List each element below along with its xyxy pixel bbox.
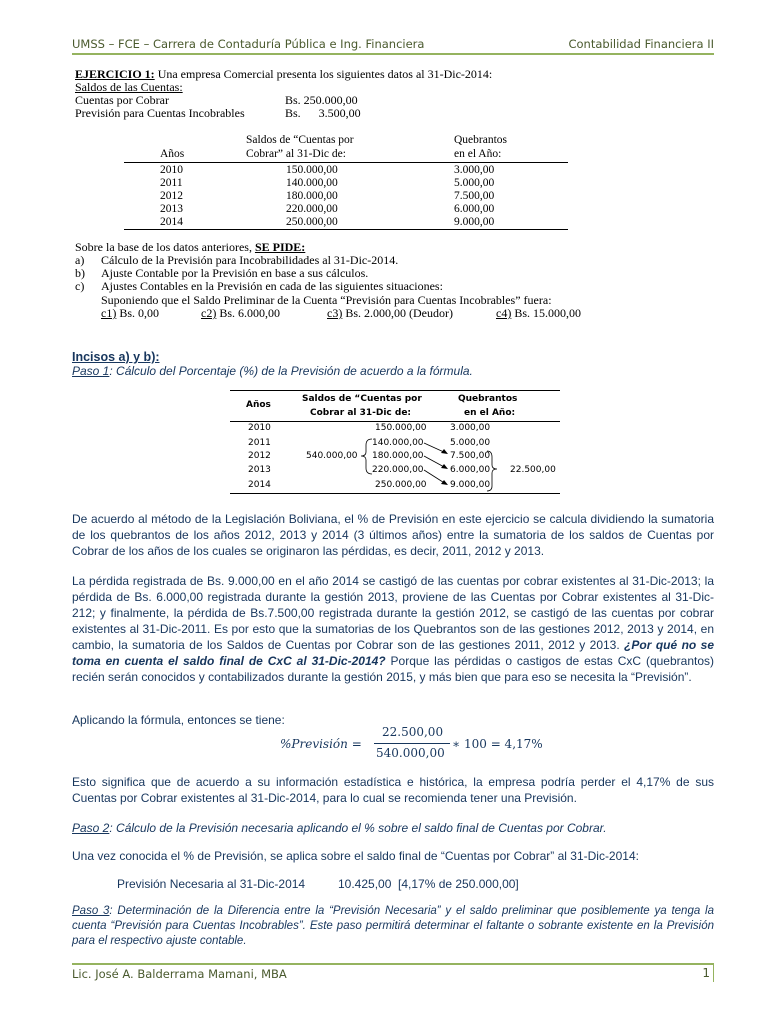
calc-header-queb-2: en el Año: [464, 408, 516, 418]
paso-1-text: : Cálculo del Porcentaje (%) de la Previsión de acuerdo a la fórmula. [109, 364, 473, 378]
paragraph-2-question: ¿Por qué no se toma en cuenta el saldo final de CxC al 31-Dic-2014? [72, 638, 714, 668]
paso-2 [72, 820, 714, 836]
calc-cell-year: 2012 [248, 451, 271, 461]
formula-rhs: ∗ 100 = 4,17% [452, 737, 543, 751]
case-c4 [496, 307, 581, 320]
calc-table [230, 390, 560, 494]
left-brace [361, 439, 372, 474]
se-pide-prefix: Sobre la base de los datos anteriores, [75, 240, 255, 254]
table-cell-queb: 9.000,00 [454, 216, 495, 228]
paragraph-2-a: La pérdida registrada de Bs. 9.000,00 en el año 2014 se castigó de las cuentas por cobrar existentes al 31-Dic-2013; la pérdida de Bs. 6.000,00 registrada durante la gestión 2013, proviene de las Cuentas por Cobrar existentes al 31-Dic-212; y finalmente, la pérdida de Bs.7.500,00 registrada durante la gestión 2012, se castigó de las cuentas por cobrar existentes al 31-Dic-2011. Es por esto que la sumatorias de los Quebrantos son de las gestiones 2012, 2013 y 2014, en cambio, la sumatoria de los Saldos de Cuentas por Cobrar son de las gestiones 2011, 2012 y 2013. [72, 574, 714, 652]
table-header-saldos-1: Saldos de “Cuentas por [246, 134, 354, 146]
section-title-text: Incisos a) y b): [72, 350, 160, 364]
table-cell-saldo: 180.000,00 [286, 190, 338, 202]
prevision-necesaria-label: Previsión Necesaria al 31-Dic-2014 [117, 877, 306, 891]
calc-cell-queb: 7.500,00 [450, 451, 491, 461]
calc-cell-queb: 6.000,00 [450, 465, 491, 475]
table-cell-saldo: 250.000,00 [286, 216, 338, 228]
calc-cell-saldo: 220.000,00 [372, 465, 424, 475]
paso-3-text: : Determinación de la Diferencia entre la “Previsión Necesaria” y el saldo preliminar que posiblemente ya tenga la cuenta “Previsión para Cuentas Incobrables”. Este paso permitirá determinar el faltante o sobrante existente en la Previsión para el respectivo ajuste contable. [72, 905, 714, 947]
paso-3-label: Paso 3 [72, 905, 110, 917]
item-text-c: Ajustes Contables en la Previsión en cada de las siguientes situaciones: [101, 279, 443, 293]
calc-cell-saldo: 150.000,00 [375, 423, 427, 433]
arrowhead [441, 464, 448, 469]
case-code: c4) [496, 306, 512, 320]
table-cell-saldo: 140.000,00 [286, 177, 338, 189]
item-letter-b: b) [75, 266, 85, 280]
calc-sum-saldos: 540.000,00 [306, 451, 358, 461]
table-rule-top [124, 162, 568, 163]
calc-header-saldos-2: Cobrar al 31-Dic de: [310, 408, 412, 418]
footer-rule [72, 963, 714, 965]
se-pide-label: SE PIDE: [254, 240, 306, 254]
paragraph-2 [72, 573, 714, 685]
case-code: c3) [327, 306, 343, 320]
paso-3 [72, 904, 714, 949]
saldos-label: Saldos de las Cuentas: [75, 80, 183, 94]
calc-cell-year: 2010 [248, 423, 271, 433]
calc-cell-queb: 9.000,00 [450, 480, 491, 490]
page-header [72, 35, 714, 52]
table-cell-saldo: 220.000,00 [286, 203, 338, 215]
exercise-title: EJERCICIO 1: [75, 67, 155, 81]
prevision-necesaria-value: 10.425,00 [338, 877, 392, 891]
header-rule [72, 53, 714, 55]
calc-cell-saldo: 250.000,00 [375, 480, 427, 490]
paragraph-2-c: Porque las pérdidas o castigos de estas CxC (quebrantos) recién serán conocidos y contabilizados durante la gestión 2015, y más bien que para eso se necesita la “Previsión”. [72, 654, 715, 684]
case-c1 [101, 307, 159, 320]
calc-header-queb-1: Quebrantos [458, 394, 518, 404]
paso-2-text: : Cálculo de la Previsión necesaria aplicando el % sobre el saldo final de Cuentas por Cobrar. [109, 821, 607, 835]
footer-author: Lic. José A. Balderrama Mamani, MBA [72, 967, 287, 981]
paragraph-3: Aplicando la fórmula, entonces se tiene: [72, 713, 285, 727]
case-text: Bs. 2.000,00 (Deudor) [342, 306, 453, 320]
table-header-saldos-2: Cobrar” al 31-Dic de: [246, 148, 346, 160]
case-text: Bs. 0,00 [116, 306, 160, 320]
table-cell-queb: 6.000,00 [454, 203, 495, 215]
calc-header-anos: Años [246, 400, 271, 410]
case-text: Bs. 15.000,00 [511, 306, 582, 320]
prev-value: Bs. 3.500,00 [285, 106, 361, 120]
paragraph-5: Una vez conocida el % de Previsión, se aplica sobre el saldo final de “Cuentas por Cobrar” al 31-Dic-2014: [72, 849, 639, 863]
calc-cell-year: 2013 [248, 465, 271, 475]
page-footer [72, 967, 714, 983]
case-c3 [327, 307, 453, 320]
table-rule-bottom [124, 229, 568, 230]
case-c2 [201, 307, 280, 320]
table-cell-queb: 5.000,00 [454, 177, 495, 189]
table-cell-saldo: 150.000,00 [286, 164, 338, 176]
calc-cell-saldo: 140.000,00 [372, 438, 424, 448]
prevision-necesaria-calc: [4,17% de 250.000,00] [398, 877, 519, 891]
formula-fraction-bar [374, 743, 450, 744]
cxc-label: Cuentas por Cobrar [75, 93, 169, 107]
cxc-value: Bs. 250.000,00 [285, 93, 358, 107]
prev-label: Previsión para Cuentas Incobrables [75, 106, 245, 120]
calc-cell-queb: 3.000,00 [450, 423, 491, 433]
item-letter-c: c) [75, 279, 85, 293]
calc-cell-queb: 5.000,00 [450, 438, 491, 448]
table-cell-year: 2014 [160, 216, 183, 228]
item-text-b: Ajuste Contable por la Previsión en base a sus cálculos. [101, 266, 369, 280]
item-text-a: Cálculo de la Previsión para Incobrabilidades al 31-Dic-2014. [101, 253, 399, 267]
header-left: UMSS – FCE – Carrera de Contaduría Pública e Ing. Financiera [72, 37, 425, 51]
calc-braces-arrows [230, 390, 560, 494]
paso-1 [72, 363, 714, 379]
table-header-queb-1: Quebrantos [454, 134, 508, 146]
table-cell-year: 2013 [160, 203, 183, 215]
case-code: c1) [101, 306, 117, 320]
formula-numerator: 22.500,00 [382, 725, 444, 739]
header-right: Contabilidad Financiera II [568, 37, 714, 51]
footer-bar [713, 964, 714, 982]
exercise-intro-text: Una empresa Comercial presenta los siguientes datos al 31-Dic-2014: [154, 67, 493, 81]
arrowhead [441, 480, 448, 485]
formula-lhs: %Previsión = [280, 737, 362, 751]
paso-2-label: Paso 2 [72, 821, 110, 835]
table-cell-queb: 3.000,00 [454, 164, 495, 176]
table-cell-year: 2012 [160, 190, 183, 202]
calc-header-saldos-1: Saldos de “Cuentas por [302, 394, 422, 404]
right-brace [487, 451, 497, 491]
table-cell-year: 2010 [160, 164, 183, 176]
item-letter-a: a) [75, 253, 85, 267]
case-text: Bs. 6.000,00 [216, 306, 281, 320]
calc-cell-year: 2011 [248, 438, 271, 448]
paso-1-label: Paso 1 [72, 364, 110, 378]
case-code: c2) [201, 306, 217, 320]
calc-cell-year: 2014 [248, 480, 271, 490]
calc-sum-queb: 22.500,00 [510, 465, 556, 475]
formula-denominator: 540.000,00 [376, 746, 445, 760]
suponiendo-line: Suponiendo que el Saldo Preliminar de la Cuenta “Previsión para Cuentas Incobrables” fuera: [101, 293, 552, 307]
paragraph-1: De acuerdo al método de la Legislación Boliviana, el % de Previsión en este ejercicio se calcula dividiendo la sumatoria de los quebrantos de los años 2012, 2013 y 2014 (3 últimos años) entre la sumatoria de los saldos de Cuentas por Cobrar de los años de los cuales se originaron las pérdidas, es decir, 2011, 2012 y 2013. [72, 512, 714, 558]
table-cell-queb: 7.500,00 [454, 190, 495, 202]
table-header-queb-2: en el Año: [454, 148, 502, 160]
calc-cell-saldo: 180.000,00 [372, 451, 424, 461]
table-cell-year: 2011 [160, 177, 183, 189]
table-header-anos: Años [160, 148, 185, 160]
page-number: 1 [702, 966, 710, 980]
paragraph-4: Esto significa que de acuerdo a su información estadística e histórica, la empresa podría perder el 4,17% de sus Cuentas por Cobrar existentes al 31-Dic-2014, para lo cual se recomienda tener una Previsión. [72, 775, 714, 805]
